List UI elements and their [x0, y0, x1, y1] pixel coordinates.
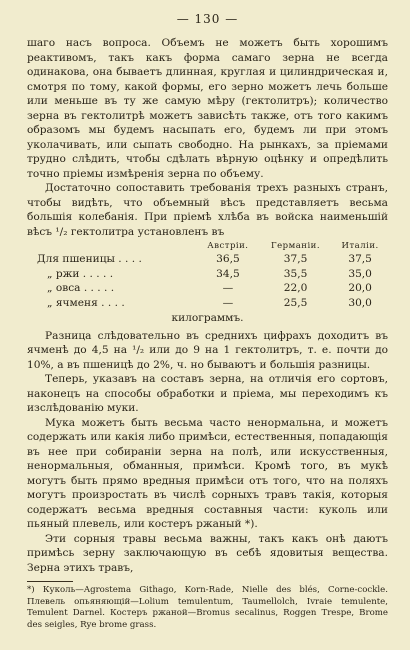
- row-label: „ ржи . . . . .: [47, 267, 114, 280]
- column-header-germany: Германіи.: [271, 241, 321, 251]
- cell-value: 36,5: [216, 253, 240, 265]
- table-unit-label: килограммъ.: [171, 312, 244, 324]
- paragraph: Теперь, указавъ на составъ зерна, на отличія его сортовъ, наконецъ на способы обработки и пріема, мы переходимъ къ изслѣдованію муки.: [27, 373, 388, 414]
- cell-value: 22,0: [283, 282, 308, 294]
- table-header-empty: [27, 241, 197, 252]
- table-header-row: [27, 241, 388, 252]
- row-label: Для пшеницы . . . .: [37, 253, 142, 265]
- column-header-italy: Италіи.: [341, 241, 379, 251]
- cell-value: —: [222, 282, 234, 294]
- paragraph: Разница слѣдовательно въ среднихъ цифрахъ доходитъ въ ячменѣ до 4,5 на ¹/₂ или до 9 на 1 гектолитръ, т. е. почти до 10%, а въ пшеницѣ до 2%, ч. но бываютъ и большія разницы.: [27, 329, 388, 371]
- paragraph: шаго насъ вопроса. Объемъ не можетъ быть хорошимъ реактивомъ, такъ какъ форма самаго зерна не всегда одинакова, она бываетъ длинная, круглая и цилиндрическая и, смотря по тому, какой формы, его зерно можетъ лечь больше или меньше въ ту же самую мѣру (гектолитръ); количество зерна въ гектолитрѣ можетъ зависѣть также, отъ того какимъ образомъ мы будемъ насыпать его, будемъ ли при этомъ уколачивать, или сыпать свободно. На рынкахъ, за пріемами трудно слѣдить, чтобы сдѣлать вѣрную оцѣнку и опредѣлить точно пріемы измѣренія зерна по объему.: [27, 37, 388, 180]
- page-number: — 130 —: [176, 12, 239, 26]
- cell-value: 35,0: [348, 267, 372, 280]
- paragraph: Достаточно сопоставить требованія трехъ разныхъ странъ, чтобы видѣть, что объемный вѣсъ представляетъ весьма большія колебанія. При пріемѣ хлѣба въ войска наименьшій вѣсъ ¹/₂ гектолитра установленъ въ: [27, 182, 388, 238]
- grain-weight-table: [27, 241, 388, 310]
- cell-value: 34,5: [216, 267, 240, 280]
- main-text: [27, 36, 388, 575]
- table-row: [27, 267, 388, 282]
- cell-value: 37,5: [348, 253, 372, 265]
- cell-value: 35,5: [283, 267, 308, 280]
- footnote-divider: [27, 581, 73, 582]
- cell-value: —: [222, 296, 234, 309]
- row-label: „ овса . . . . .: [47, 282, 115, 294]
- cell-value: 20,0: [348, 282, 372, 294]
- paragraph: Мука можетъ быть весьма часто ненормальна, и можетъ содержать или какія либо примѣси, естественныя, попадающія въ нее при собираніи зерна на полѣ, или искусственныя, ненормальныя, обманныя, примѣси. Кромѣ того, въ мукѣ могутъ быть прямо вредныя примѣси отъ того, что на поляхъ могутъ произростать въ числѣ сорныхъ травъ такія, которыя содержатъ весьма вредныя составныя части: куколь или пьяный плевель, или костеръ ржаный *).: [27, 416, 388, 530]
- table-row: [27, 252, 388, 267]
- cell-value: 30,0: [348, 296, 372, 309]
- table-row: [27, 281, 388, 296]
- paragraph: Эти сорныя травы весьма важны, такъ какъ онѣ даютъ примѣсь зерну заключающую въ себѣ ядовитыя вещества. Зерна этихъ травъ,: [27, 532, 388, 574]
- column-header-austria: Австріи.: [207, 241, 249, 251]
- cell-value: 25,5: [283, 296, 308, 309]
- row-label: „ ячменя . . . .: [47, 296, 125, 309]
- table-row: [27, 296, 388, 311]
- cell-value: 37,5: [283, 253, 308, 265]
- footnote: *) Куколь—Agrostema Githago, Korn-Rade, Nielle des blés, Corne-cockle. Плевель опьяняющій—Lolium temulentum, Taumellolch, Ivraie temulente, Temulent Darnel. Костеръ ржаной—Bromus secalinus, Roggen Trespe, Brome des seigles, Rye brome grass.: [27, 585, 388, 630]
